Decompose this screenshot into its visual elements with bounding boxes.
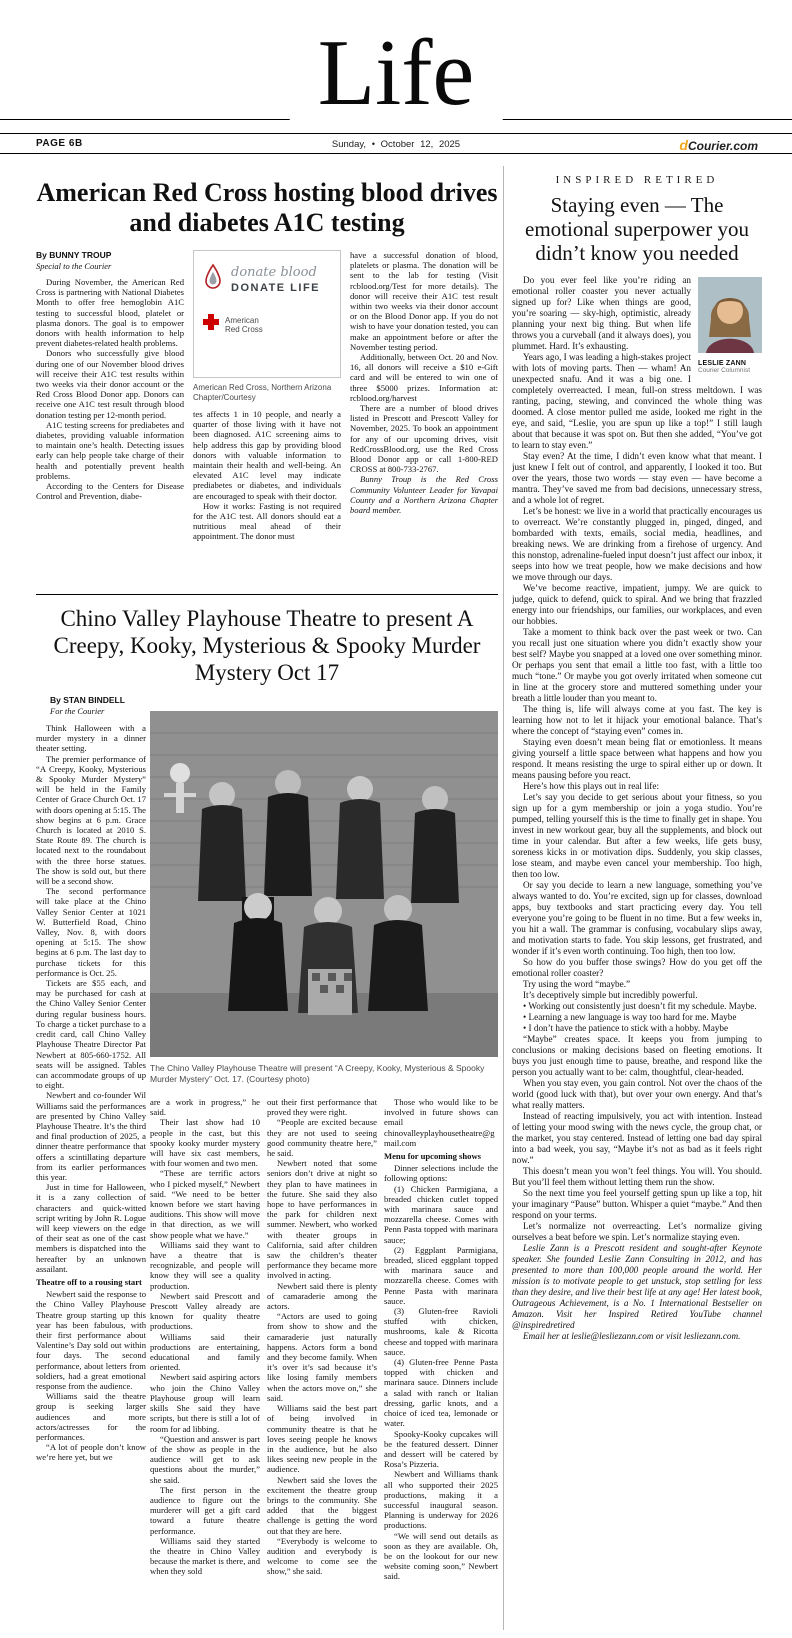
paragraph: • I don’t have the patience to stick with a hobby. Maybe bbox=[523, 1023, 729, 1033]
red-cross-text-1 bbox=[36, 277, 184, 501]
paragraph: Instead of reacting impulsively, you act with intention. Instead of letting your mood swing with the news cycle, the group chat, or the market, you stay centered. Instead of letting one bad day spiral into a bad week, you say, “Maybe it’s not as bad as it feels right now.” bbox=[512, 1111, 762, 1165]
paragraph: Williams said their productions are entertaining, educational and family oriented. bbox=[150, 1331, 260, 1373]
paragraph: Newbert said aspiring actors who join the Chino Valley Playhouse group will learn skills She said they have scripts, but there is still a lot of room for ad libbing. bbox=[150, 1372, 260, 1434]
donate-life-label: DONATE LIFE bbox=[231, 281, 321, 294]
column-divider-rule bbox=[503, 166, 504, 1630]
paragraph: “A lot of people don’t know we’re here yet, but we bbox=[36, 1442, 146, 1463]
byline-author: By BUNNY TROUP bbox=[36, 250, 112, 260]
paragraph: Staying even doesn’t mean being flat or emotionless. It means giving yourself a little space between what happens and how you respond. It means resisting the urge to spiral either up or down. It means pausing before you react. bbox=[512, 737, 762, 780]
paragraph: Newbert and Williams thank all who supported their 2025 productions, making it a successful inaugural season. Planning is underway for 2026 productions. bbox=[384, 1469, 498, 1531]
paragraph: Stay even? At the time, I didn’t even know what that meant. I just knew I felt out of control, and apparently, I looked it too. But over the years, those two words — stay even — have become a mantra. They’ve saved me from bad decisions, unnecessary stress, and a whole lot of regret. bbox=[512, 451, 762, 505]
paragraph: According to the Centers for Disease Control and Prevention, diabe- bbox=[36, 481, 184, 502]
paragraph: The second performance will take place at the Chino Valley Senior Center at 1021 W. Butterfield Road, Chino Valley, Nov. 8, with doors opening at 5:15. The show begins at 6 p.m. The last day to purchase tickets for this performance is Oct. 25. bbox=[36, 886, 146, 978]
paragraph: “We will send out details as soon as they are available. Oh, be on the lookout for our new website coming soon,” Newbert said. bbox=[384, 1530, 498, 1582]
section-kicker: INSPIRED RETIRED bbox=[555, 174, 719, 186]
paragraph: Tickets are $55 each, and may be purchased for cash at the Chino Valley Senior Center during regular business hours. To charge a ticket purchase to a credit card, call Chino Valley Playhouse Theatre Director Pat Newbert at 805-660-1752. All seats will be assigned. Tables can accommodate groups of up to eight. bbox=[36, 978, 146, 1091]
columnist-name: LESLIE ZANN bbox=[698, 360, 747, 367]
donate-blood-script: donate blood bbox=[231, 264, 317, 280]
playhouse-text-2 bbox=[150, 1097, 260, 1631]
paragraph: Leslie Zann is a Prescott resident and sought-after Keynote speaker. She founded Leslie Zann Consulting in 2012, and has presented to more than 100,000 people around the world. Her mission is to motivate people to get unstuck, stop settling for less than they desire, and live their best life at any age! Her latest book, Outrageous Achievement, is a No. 1 International Bestseller on Amazon. Visit her Inspired Retired YouTube channel @inspiredretired bbox=[512, 1243, 762, 1330]
donate-life-text bbox=[231, 266, 320, 294]
paragraph: “People are excited because they are not used to seeing good community theatre here,” he said. bbox=[267, 1117, 377, 1159]
org-line-2: Red Cross bbox=[225, 324, 263, 334]
paragraph: Theatre off to a rousing start bbox=[36, 1276, 142, 1287]
paragraph: Williams said they started the theatre in Chino Valley because the market is there, and when they sold bbox=[150, 1535, 260, 1577]
dcourier-logo-d: d bbox=[679, 137, 688, 153]
article-red-cross bbox=[36, 166, 498, 594]
paragraph: During November, the American Red Cross is partnering with National Diabetes Month to offer free hemoglobin A1C testing to successful blood, platelet or plasma donors. The goal is to empower donors with health information to help prevent diabetes-related health problems. bbox=[36, 277, 184, 349]
paragraph: Take a moment to think back over the past week or two. Can you recall just one situation where you didn’t exactly show your best self? Maybe you snapped at a loved one over something minor. Or perhaps you sent that email a little too fast, with a little too much “tone.” Or maybe you got overly irritated when someone cut in line at the grocery store and muttered something under your breath a little louder than you meant to. bbox=[512, 627, 762, 703]
paragraph: have a successful donation of blood, platelets or plasma. The donation will be sent to the lab for testing (Visit rcblood.org/Test for more details). The donor will receive their A1C test result within two weeks via their donor account or on the Blood Donor app. If you do not wish to have your donation tested, you can make an appointment before or after the November testing period. bbox=[350, 250, 498, 352]
paragraph: “These are terrific actors who I picked myself,” Newbert said. “We need to be better known before we start having auditions. This show will move in that direction, as we will show people what we have.” bbox=[150, 1168, 260, 1240]
paragraph: Let’s normalize not overreacting. Let’s normalize giving ourselves a beat before we spin. Let’s normalize staying even. bbox=[512, 1221, 762, 1242]
paragraph: The first person in the audience to figure out the murderer will get a gift card toward a future theatre performance. bbox=[150, 1484, 260, 1536]
paragraph: Do you ever feel like you’re riding an emotional roller coaster you never actually signed up for? Like when things are good, you’re soaring — sky-high, optimistic, already planning your next big thing. But when life throws you a curveball (and it always does), you plummet. Hard. It’s exhausting. bbox=[512, 275, 691, 351]
playhouse-headline: Chino Valley Playhouse Theatre to present A Creepy, Kooky, Mysterious & Spooky Murder Mystery Oct 17 bbox=[53, 606, 481, 685]
donate-life-lockup bbox=[203, 263, 331, 296]
paragraph: We’ve become reactive, impatient, jumpy. We are quick to judge, quick to defend, quick to spiral. And we bring that frazzled energy into our friendships, our families, our workplaces, and even our hobbies. bbox=[512, 583, 762, 626]
paragraph: Newbert said there is plenty of camaraderie among the actors. bbox=[267, 1280, 377, 1312]
columnist-title: Courier Columnist bbox=[698, 367, 751, 374]
paragraph: The premier performance of “A Creepy, Kooky, Mysterious & Spooky Murder Mystery” will be held in the Family Center of Grace Church Oct. 17 with doors opening at 5:15. The show begins at 6 p.m. Grace Church is located at 2010 S. State Route 89. The church is located next to the roundabout with the three horse statues. The show is sold out, but there will be a second show. bbox=[36, 753, 146, 887]
playhouse-text-3 bbox=[267, 1097, 377, 1631]
paragraph: Williams said the theatre group is seeking larger audiences and more actors/actresses for the performances. bbox=[36, 1391, 146, 1443]
paragraph: The thing is, life will always come at you fast. The key is learning how not to let it hijack your emotional balance. That’s where the concept of “staying even” comes in. bbox=[512, 704, 762, 736]
paragraph: (2) Eggplant Parmigiana, breaded, sliced eggplant topped with marinara sauce and mozzarella cheese. Comes with Penne Pasta with marinara sauce. bbox=[384, 1244, 498, 1306]
paragraph: “Maybe” creates space. It keeps you from jumping to conclusions or making decisions based on fleeting emotions. It buys you just enough time to pause, breathe, and respond like the person you actually want to be: calm, thoughtful, clear-headed. bbox=[512, 1034, 762, 1077]
red-cross-column-1 bbox=[36, 250, 184, 594]
paragraph: Additionally, between Oct. 20 and Nov. 16, all donors will receive a $10 e-Gift card and will be entered to win one of three $5000 prizes. Information at: rcblood.org/harvest bbox=[350, 352, 498, 403]
paragraph: So how do you buffer those swings? How do you get off the emotional roller coaster? bbox=[512, 957, 762, 978]
paragraph: Menu for upcoming shows bbox=[384, 1151, 482, 1162]
playhouse-byline bbox=[50, 695, 125, 722]
paragraph: (3) Gluten-free Ravioli stuffed with chicken, mushrooms, kale & Ricotta cheese and topped with marinara sauce. bbox=[384, 1306, 498, 1357]
paragraph: are a work in progress,” he said. bbox=[150, 1097, 260, 1118]
masthead-title: Life bbox=[290, 24, 503, 122]
page-info-bar bbox=[0, 133, 792, 154]
paragraph: Email her at leslie@lesliezann.com or visit lesliezann.com. bbox=[523, 1331, 741, 1341]
paragraph: This doesn’t mean you won’t feel things. You will. You should. But you’ll feel them without letting them run the show. bbox=[512, 1166, 762, 1187]
article-playhouse bbox=[36, 594, 498, 1634]
inspired-headline: Staying even — The emotional superpower you didn’t know you needed bbox=[525, 193, 749, 265]
red-cross-headline: American Red Cross hosting blood drives and diabetes A1C testing bbox=[36, 178, 498, 237]
american-red-cross-lockup bbox=[203, 314, 331, 335]
dcourier-logo bbox=[679, 137, 758, 153]
playhouse-text-4 bbox=[384, 1097, 498, 1631]
columnist-photo-art bbox=[698, 277, 762, 353]
inspired-body bbox=[512, 275, 762, 1342]
paragraph: Newbert said the response to the Chino Valley Playhouse Theatre group starting up this year has been fabulous, with their first performance about Valentine’s Day sold out within four days. The second performance, about letters from soldiers, had a great emotional response from the audience. bbox=[36, 1289, 146, 1391]
paragraph: Try using the word “maybe.” bbox=[523, 979, 631, 989]
page-number: PAGE 6B bbox=[36, 138, 83, 149]
playhouse-photo bbox=[150, 711, 498, 1057]
byline-role: For the Courier bbox=[50, 706, 105, 716]
paragraph: “Actors are used to going from show to show and the camaraderie just naturally happens. Actors form a bond and they become family. When it’s over it’s sad because it’s like losing family members when the actors move on,” she said. bbox=[267, 1311, 377, 1403]
paragraph: “Everybody is welcome to audition and everybody is welcome to come see the show,” she said. bbox=[267, 1535, 377, 1577]
red-cross-photo-caption: American Red Cross, Northern Arizona Chapter/Courtesy bbox=[193, 383, 332, 402]
paragraph: Williams said the best part of being involved in community theatre is that he loves seeing people he knows in the audience, but he also likes seeing new people in the audience. bbox=[267, 1403, 377, 1475]
red-cross-text-3 bbox=[350, 250, 498, 515]
paragraph: Or say you decide to learn a new language, something you’ve always wanted to do. You’re excited, sign up for classes, download apps, buy textbooks and start practicing every day. You tell everyone you’re going to be fluent in no time. But a few weeks in, you hit a wall. The grammar is confusing, vocabulary slips away, and motivation starts to fade. You skip lessons, get frustrated, and wonder if it’s even worth continuing. Too high, then too low. bbox=[512, 880, 762, 956]
paragraph: When you stay even, you gain control. Not over the chaos of the world (good luck with that), but over your own energy. And that’s what really matters. bbox=[512, 1078, 762, 1110]
paragraph: So the next time you feel yourself getting spun up like a top, hit your imaginary “Pause” button. Whisper a quiet “maybe.” And then respond on your terms. bbox=[512, 1188, 762, 1220]
red-cross-text-2 bbox=[193, 409, 341, 542]
paragraph: Here’s how this plays out in real life: bbox=[523, 781, 659, 791]
playhouse-photo-caption: The Chino Valley Playhouse Theatre will present “A Creepy, Kooky, Mysterious & Spooky Murder Mystery” Oct. 17. (Courtesy photo) bbox=[150, 1063, 485, 1084]
dcourier-logo-text: Courier.com bbox=[687, 139, 758, 153]
red-cross-byline bbox=[36, 250, 184, 271]
donate-blood-graphic bbox=[193, 250, 341, 378]
front-row-figures bbox=[228, 893, 428, 1015]
paragraph: Newbert said Prescott and Prescott Valley already are known for quality theatre productions. bbox=[150, 1290, 260, 1332]
paragraph: Newbert and co-founder Wil Williams said the performances are presented by Chino Valley Playhouse Theatre. It’s the third and final production of 2025, a dinner theatre performance that offers a scintillating departure from its earlier performances this year. bbox=[36, 1090, 146, 1182]
paragraph: Let’s say you decide to get serious about your fitness, so you sign up for a gym membership or join a yoga studio. You’re pumped, telling yourself this is the time to finally get in shape. You invest in new workout gear, buy all the supplements, and block out time in your calendar. But after a few weeks, life gets busy, soreness kicks in or motivation dips. Suddenly, you skip classes, lose steam, and maybe even cancel your membership. Too high, then too low. bbox=[512, 792, 762, 879]
red-cross-icon bbox=[203, 314, 219, 335]
paragraph: Think Halloween with a murder mystery in a dinner theater setting. bbox=[36, 723, 146, 754]
playhouse-text-1 bbox=[36, 723, 146, 1629]
byline-author: By STAN BINDELL bbox=[50, 695, 125, 705]
columnist-headshot bbox=[698, 277, 762, 374]
page-date: Sunday, • October 12, 2025 bbox=[331, 139, 461, 150]
paragraph: • Learning a new language is way too hard for me. Maybe bbox=[523, 1012, 737, 1022]
paragraph: Years ago, I was leading a high-stakes project with lots of moving parts. Then — wham! An unexpected snafu. And it was a big one. I completely overreacted. I mean, full-on stress meltdown. I was ranting, pacing, stewing, and convinced the whole thing was doomed. A close mentor pulled me aside, looked me right in the eye, and said, “Leslie, you are spun up like a top!” I still laugh about that because it was spot on. But then she added, “You’ve got to learn to stay even.” bbox=[512, 352, 762, 450]
paragraph: • Working out consistently just doesn’t fit my schedule. Maybe. bbox=[523, 1001, 757, 1011]
paragraph: There are a number of blood drives listed in Prescott and Prescott Valley for November, 2025. To book an appointment for any of our upcoming drives, visit RedCrossBlood.org, use the Red Cross Blood Donor app or call 1-800-RED CROSS at 800-733-2767. bbox=[350, 403, 498, 475]
paragraph: Newbert noted that some seniors don’t drive at night so they plan to have matinees in the future. She said they also hope to have performances in the park for children next summer. Newbert, who worked with theater groups in California, said after children saw the children’s theater performance they became more involved in acting. bbox=[267, 1158, 377, 1281]
paragraph: tes affects 1 in 10 people, and nearly a quarter of those living with it have not been diagnosed. A1C screening aims to help address this gap by providing blood donors with valuable information to maintain their health and well-being. An elevated A1C level may indicate prediabetes or diabetes, and individuals are encouraged to speak with their doctor. bbox=[193, 409, 341, 501]
paragraph: Donors who successfully give blood during one of our November blood drives will receive their A1C test results within two weeks via their donor account or the Red Cross Blood Donor app. Donors can receive one A1C test result through blood donation testing per 12-month period. bbox=[36, 348, 184, 420]
paragraph: (4) Gluten-free Penne Pasta topped with chicken and marinara sauce. Dinners include a salad with ranch or Italian dressing, garlic knots, and a choice of iced tea, lemonade or water. bbox=[384, 1357, 498, 1429]
paragraph: Just in time for Halloween, it is a zany collection of characters and quick-witted script writing by John R. Logue will keep viewers on the edge of their seat as one of the cast members is dispatched into the hereafter by an unknown assailant. bbox=[36, 1182, 146, 1274]
byline-role: Special to the Courier bbox=[36, 261, 112, 271]
paragraph: Bunny Troup is the Red Cross Community Volunteer Leader for Yavapai County and a Northern Arizona Chapter board member. bbox=[350, 474, 498, 516]
paragraph: Let’s be honest: we live in a world that practically encourages us to overreact. We’re constantly plugged in, pinged, dinged, and bombarded with texts, emails, social media, headlines, and breaking news. We are drinking from a firehose of urgency. And this nonstop, adrenaline-fueled input doesn’t just affect our inbox, it seeps into how we treat people, how we make decisions and how we move through our days. bbox=[512, 506, 762, 582]
red-cross-column-3 bbox=[350, 250, 498, 594]
paragraph: (1) Chicken Parmigiana, a breaded chicken cutlet topped with marinara sauce and mozzarella cheese. Comes with Penn Pasta topped with marinara sauce; bbox=[384, 1183, 498, 1245]
blood-drop-icon bbox=[203, 263, 223, 296]
red-cross-column-2 bbox=[193, 250, 341, 594]
paragraph: A1C testing screens for prediabetes and diabetes, providing valuable information to maintain one’s health. Detecting issues early can help people take charge of their health and potentially prevent health problems. bbox=[36, 419, 184, 481]
paragraph: Newbert said she loves the excitement the theatre group brings to the community. She added that the biggest challenge is getting the word out that they are here. bbox=[267, 1474, 377, 1536]
red-cross-columns bbox=[36, 250, 498, 594]
paragraph: “Question and answer is part of the show as people in the audience will get to ask questions about the murder,” she said. bbox=[150, 1433, 260, 1485]
paragraph: Their last show had 10 people in the cast, but this spooky kooky murder mystery will have six cast members, with four women and two men. bbox=[150, 1117, 260, 1169]
paragraph: Williams said they want to have a theatre that is recognizable, and people will know they will see a quality production. bbox=[150, 1239, 260, 1291]
paragraph: out their first performance that proved they were right. bbox=[267, 1097, 377, 1118]
paragraph: Spooky-Kooky cupcakes will be the featured dessert. Dinner and dessert will be catered by Rosa’s Pizzeria. bbox=[384, 1428, 498, 1470]
paragraph: Those who would like to be involved in future shows can email chinovalleyplayhousetheatre@gmail.com bbox=[384, 1097, 498, 1148]
paragraph: It’s deceptively simple but incredibly powerful. bbox=[523, 990, 698, 1000]
paragraph: Dinner selections include the following options: bbox=[384, 1163, 498, 1184]
red-cross-org-text bbox=[225, 316, 263, 334]
article-inspired-retired bbox=[512, 168, 762, 1632]
paragraph: How it works: Fasting is not required for the A1C test. All donors should eat a nutritious meal ahead of their appointment. The donor must bbox=[193, 500, 341, 542]
org-line-1: American bbox=[225, 315, 259, 325]
inspired-paragraphs bbox=[512, 275, 762, 1342]
